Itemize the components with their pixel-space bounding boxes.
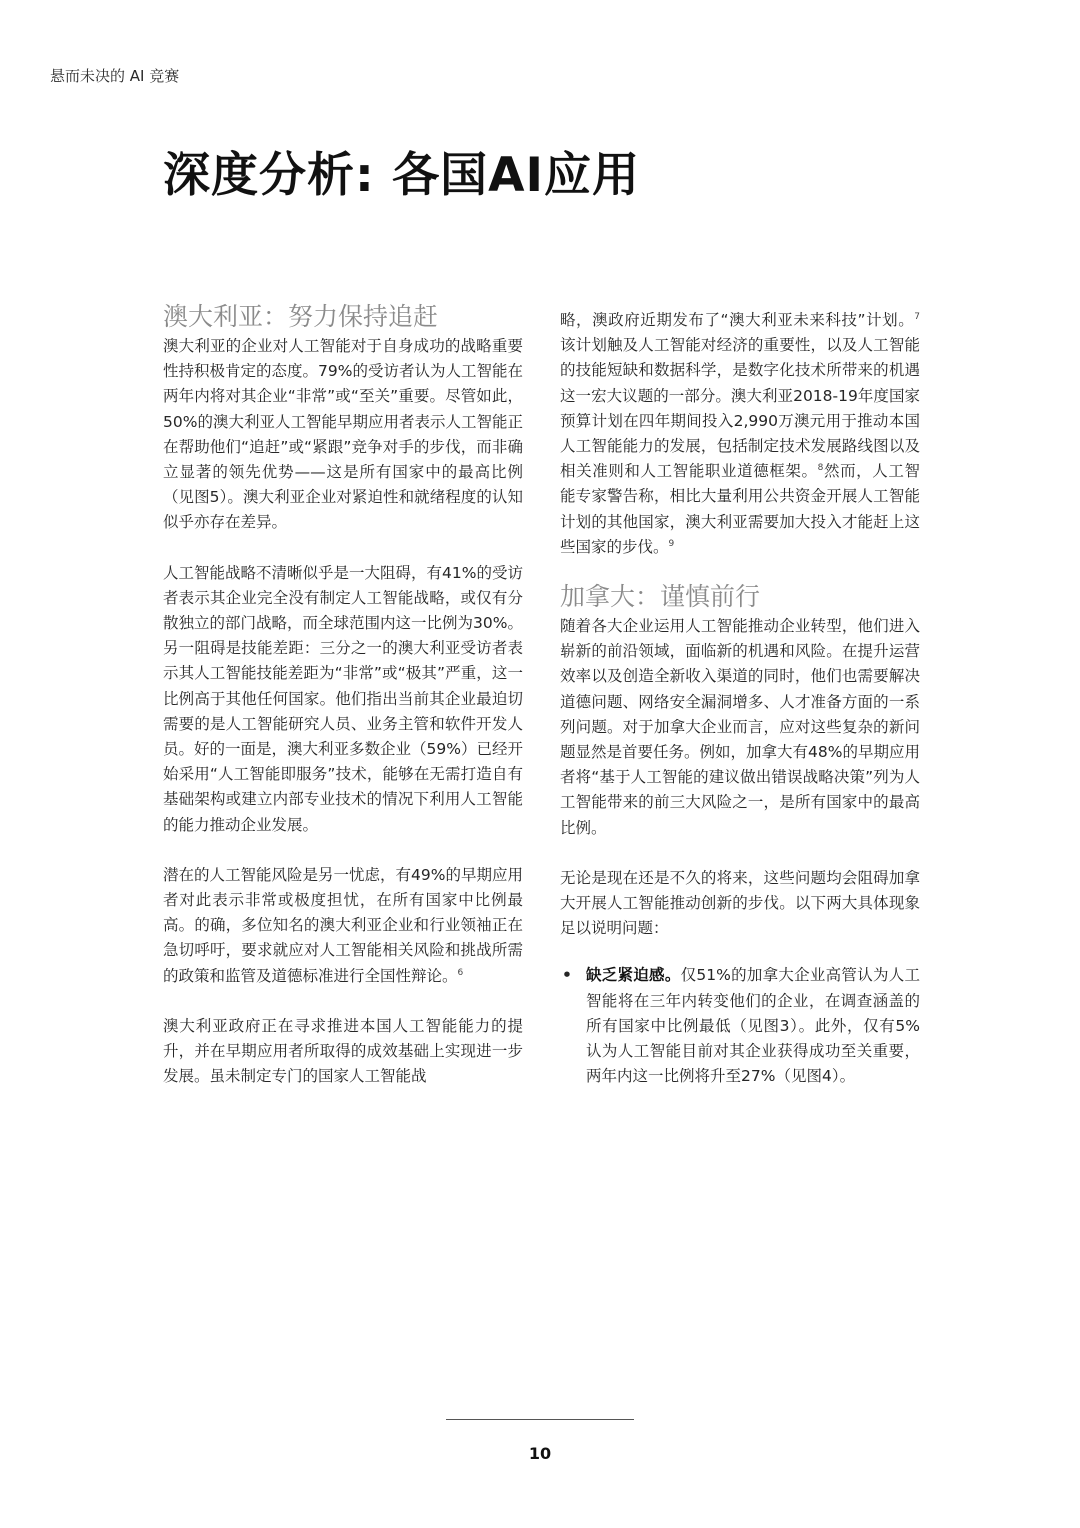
paragraph-text: 澳大利亚的企业对人工智能对于自身成功的战略重要性持积极肯定的态度。79%的受访者认为人工智能在两年内将对其企业“非常”或“至关”重要。尽管如此，50%的澳大利亚人工智能早期应用者表示人工智能正在帮助他们“追赶”或“紧跟”竞争对手的步伐，而非确立显著的领先优势——这是所有国家中的最高比例（见图5）。澳大利亚企业对紧迫性和就绪程度的认知似乎亦存在差异。 xyxy=(163,337,523,532)
section-heading-australia: 澳大利亚：努力保持追赶 xyxy=(163,302,439,331)
section-heading-canada: 加拿大：谨慎前行 xyxy=(560,582,761,612)
left-column xyxy=(163,300,523,1089)
paragraph-text: 该计划触及人工智能对经济的重要性，以及人工智能的技能短缺和数据科学，是数字化技术所带来的机遇这一宏大议题的一部分。澳大利亚2018-19年度国家预算计划在四年期间投入2,990万澳元用于推动本国人工智能能力的发展，包括制定技术发展路线图以及相关准则和人工智能职业道德框架。 xyxy=(560,336,920,481)
bullet-marker: • xyxy=(562,966,572,985)
paragraph-text: 澳大利亚政府正在寻求推进本国人工智能能力的提升，并在早期应用者所取得的成效基础上实现进一步发展。虽未制定专门的国家人工智能战 xyxy=(163,1016,523,1086)
bullet-text: 仅51%的加拿大企业高管认为人工智能将在三年内转变他们的企业，在调查涵盖的所有国家中比例最低（见图3）。此外，仅有5%认为人工智能目前对其企业获得成功至关重要，两年内这一比例将升至27%（见图4）。 xyxy=(586,966,920,1086)
bullet-list xyxy=(560,963,920,1089)
paragraph xyxy=(163,1014,523,1090)
footnote-ref: 8 xyxy=(817,463,824,474)
paragraph-text: 随着各大企业运用人工智能推动企业转型，他们进入崭新的前沿领域，面临新的机遇和风险。在提升运营效率以及创造全新收入渠道的同时，他们也需要解决道德问题、网络安全漏洞增多、人才准备方面的一系列问题。对于加拿大企业而言，应对这些复杂的新问题显然是首要任务。例如，加拿大有48%的早期应用者将“基于人工智能的建议做出错误战略决策”列为人工智能带来的前三大风险之一，是所有国家中的最高比例。 xyxy=(560,617,920,837)
footnote-ref: 6 xyxy=(457,967,464,978)
page-number: 10 xyxy=(528,1444,552,1463)
footer-rule xyxy=(446,1419,634,1420)
footnote-ref: 7 xyxy=(914,311,920,322)
paragraph xyxy=(163,334,523,536)
paragraph-text: 略，澳政府近期发布了“澳大利亚未来科技”计划。 xyxy=(560,311,915,329)
paragraph-text: 无论是现在还是不久的将来，这些问题均会阻碍加拿大开展人工智能推动创新的步伐。以下两大具体现象足以说明问题： xyxy=(560,868,920,938)
bullet-lead: 缺乏紧迫感。 xyxy=(586,966,681,985)
continued-paragraph xyxy=(560,308,920,560)
page-title: 深度分析: 各国AI应用 xyxy=(163,148,641,203)
footnote-ref: 9 xyxy=(668,538,675,549)
paragraph xyxy=(560,614,920,841)
running-header: 悬而未决的 AI 竞赛 xyxy=(50,67,180,85)
paragraph-text: 人工智能战略不清晰似乎是一大阻碍，有41%的受访者表示其企业完全没有制定人工智能战略，或仅有分散独立的部门战略，而全球范围内这一比例为30%。另一阻碍是技能差距：三分之一的澳大利亚受访者表示其人工智能技能差距为“非常”或“极其”严重，这一比例高于其他任何国家。他们指出当前其企业最迫切需要的是人工智能研究人员、业务主管和软件开发人员。好的一面是，澳大利亚多数企业（59%）已经开始采用“人工智能即服务”技术，能够在无需打造自有基础架构或建立内部专业技术的情况下利用人工智能的能力推动企业发展。 xyxy=(163,563,523,834)
right-column xyxy=(560,308,920,1089)
bullet-item xyxy=(560,963,920,1089)
paragraph xyxy=(163,863,523,989)
paragraph-text: 然而，人工智能专家警告称，相比大量利用公共资金开展人工智能计划的其他国家，澳大利亚需要加大投入才能赶上这些国家的步伐。 xyxy=(560,462,920,556)
paragraph xyxy=(163,561,523,838)
paragraph xyxy=(560,866,920,942)
paragraph-text: 潜在的人工智能风险是另一忧虑，有49%的早期应用者对此表示非常或极度担忧，在所有国家中比例最高。的确，多位知名的澳大利亚企业和行业领袖正在急切呼吁，要求就应对人工智能相关风险和挑战所需的政策和监管及道德标准进行全国性辩论。 xyxy=(163,865,523,985)
